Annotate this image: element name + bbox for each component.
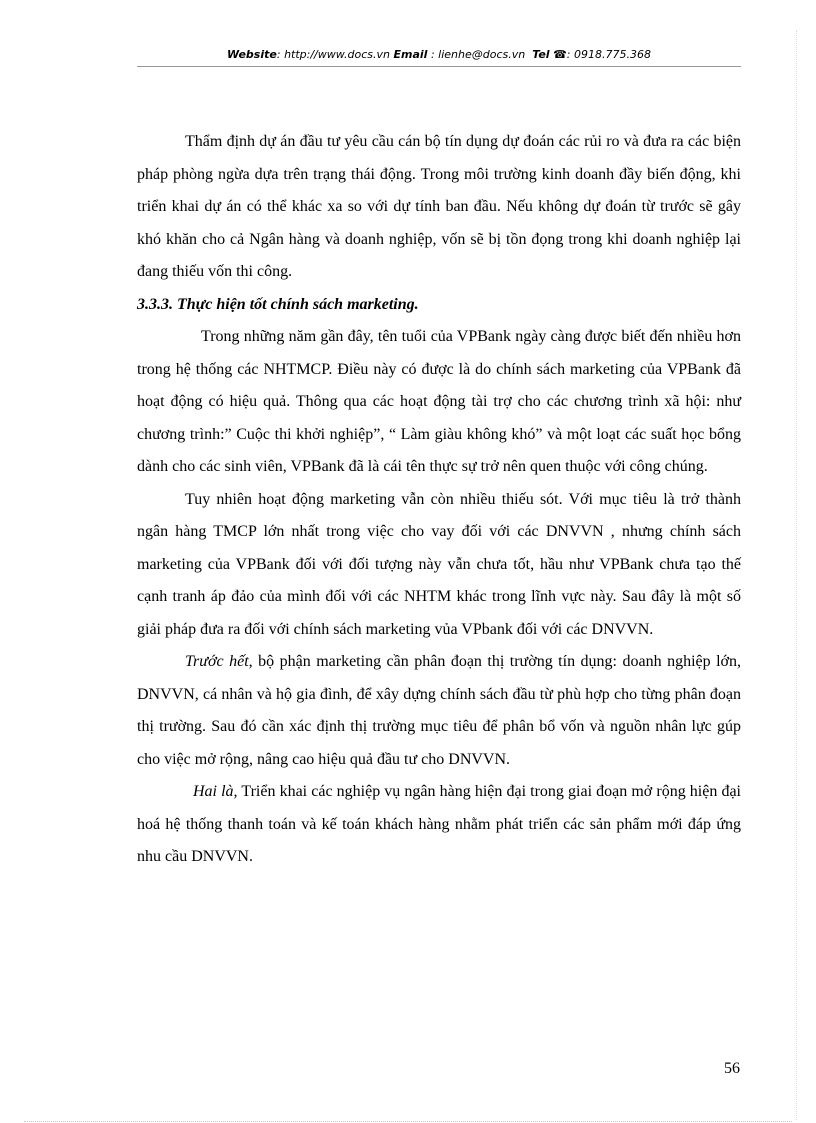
website-separator: : [276,48,285,61]
paragraph-5 [137,776,741,874]
paragraph-1: Thẩm định dự án đầu tư yêu cầu cán bộ tín dụng dự đoán các rủi ro và đưa ra các biện pháp phòng ngừa dựa trên trạng thái động. Trong môi trường kinh doanh đầy biến động, khi triển khai dự án có thể khác xa so với dự tính ban đầu. Nếu không dự đoán từ trước sẽ gây khó khăn cho cả Ngân hàng và doanh nghiệp, vốn sẽ bị tồn đọng trong khi doanh nghiệp lại đang thiếu vốn thi công. [137,133,741,280]
paragraph-5-lead: Hai là, [193,783,238,800]
section-heading: 3.3.3. Thực hiện tốt chính sách marketing. [137,295,419,313]
page-header [137,48,741,61]
header-divider [137,66,741,67]
document-body [137,126,741,874]
email-label: Email [393,48,428,61]
paragraph-4 [137,646,741,776]
page-number: 56 [724,1060,740,1077]
paragraph-2: Trong những năm gần đây, tên tuổi của VPBank ngày càng được biết đến nhiều hơn trong hệ thống các NHTMCP. Điều này có được là do chính sách marketing của VPBank đã hoạt động có hiệu quả. Thông qua các hoạt động tài trợ cho các chương trình xã hội: như chương trình:” Cuộc thi khởi nghiệp”, “ Làm giàu không khó” và một loạt các suất học bổng dành cho các sinh viên, VPBank đã là cái tên thực sự trở nên quen thuộc với công chúng. [137,328,741,475]
website-link[interactable]: http://www.docs.vn [284,48,391,61]
page-edge-divider [796,30,797,1120]
email-separator: : [427,48,439,61]
paragraph-5-text: Triển khai các nghiệp vụ ngân hàng hiện đại trong giai đoạn mở rộng hiện đại hoá hệ thống thanh toán và kế toán khách hàng nhằm phát triển các sản phẩm mới đáp ứng nhu cầu DNVVN. [137,783,741,865]
email-link[interactable]: lienhe@docs.vn [438,48,526,61]
tel-label: Tel [532,48,550,61]
tel-value: : 0918.775.368 [566,48,651,61]
paragraph-4-text: bộ phận marketing cần phân đoạn thị trường tín dụng: doanh nghiệp lớn, DNVVN, cá nhân và hộ gia đình, để xây dựng chính sách đầu từ phù hợp cho từng phân đoạn thị trường. Sau đó cần xác định thị trường mục tiêu để phân bổ vốn và nguồn nhân lực gúp cho việc mở rộng, nâng cao hiệu quả đầu tư cho DNVVN. [137,653,741,768]
website-label: Website [227,48,277,61]
footer-divider [24,1121,792,1122]
phone-icon: ☎ [553,48,567,61]
paragraph-3: Tuy nhiên hoạt động marketing vẫn còn nhiều thiếu sót. Với mục tiêu là trở thành ngân hàng TMCP lớn nhất trong việc cho vay đối với các DNVVN , nhưng chính sách marketing của VPBank đối với đối tượng này vẫn chưa tốt, hầu như VPBank chưa tạo thế cạnh tranh áp đảo của mình đối với các NHTM khác trong lĩnh vực này. Sau đây là một số giải pháp đưa ra đối với chính sách marketing vủa VPbank đối với các DNVVN. [137,490,741,638]
paragraph-4-lead: Trước hết, [185,653,253,670]
